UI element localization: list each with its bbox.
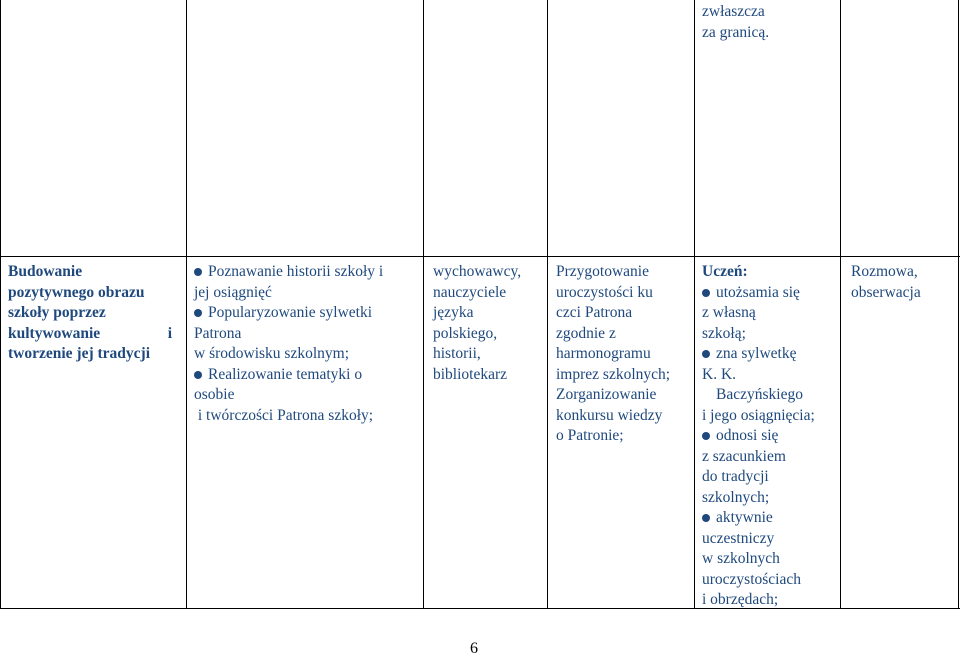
goal-cell [8, 262, 172, 365]
text-line: pozytywnego obrazu [8, 283, 145, 301]
text-line: uczestniczy [702, 529, 775, 547]
list-item [194, 303, 419, 324]
text-line: odnosi się [716, 427, 779, 444]
text-line: Poznawanie historii szkoły i [208, 263, 384, 280]
text-line: historii, [433, 345, 481, 362]
text-line: nauczyciele [433, 283, 507, 301]
justified-line [8, 324, 172, 345]
page-number: 6 [470, 640, 478, 657]
text-line: i obrzędach; [702, 591, 779, 608]
text-line: i twórczości Patrona szkoły; [194, 406, 374, 424]
text-line: czci Patrona [556, 304, 633, 321]
responsible-cell [433, 262, 543, 385]
list-item [702, 508, 838, 529]
text-line: imprez szkolnych; [556, 365, 671, 383]
text-line: Popularyzowanie sylwetki [208, 304, 373, 321]
text-line: zgodnie z [556, 324, 616, 342]
text-line: Budowanie [8, 263, 83, 280]
bullet-icon [194, 268, 202, 276]
text-line: polskiego, [433, 324, 498, 342]
outcomes-cell [702, 262, 838, 611]
text-line: Baczyńskiego [716, 386, 803, 403]
text-line: harmonogramu [556, 345, 651, 362]
text-line: obserwacja [851, 283, 921, 301]
outcomes-heading: Uczeń: [702, 263, 748, 280]
table-border-col3 [547, 0, 548, 609]
evaluation-cell [851, 262, 955, 303]
bullet-icon [194, 309, 202, 317]
table-border-col2 [423, 0, 424, 609]
text-line: aktywnie [716, 509, 773, 526]
text-word: i [167, 324, 172, 342]
bullet-icon [194, 371, 202, 379]
text-line: konkursu wiedzy [556, 406, 663, 424]
text-line: uroczystościach [702, 570, 801, 588]
text-line: jej osiągnięć [194, 283, 272, 301]
list-item [702, 344, 838, 365]
text-line: Rozmowa, [851, 263, 918, 280]
activities-cell [556, 262, 692, 447]
list-item [702, 283, 838, 304]
text-line: zna sylwetkę [716, 345, 797, 362]
text-line: i jego osiągnięcia; [702, 406, 815, 424]
text-line: K. K. [702, 365, 737, 383]
text-line: szkoły poprzez [8, 304, 106, 321]
text-word: kultywowanie [8, 324, 101, 342]
table-row-divider [0, 256, 960, 257]
table-border-left [0, 0, 1, 609]
list-item [702, 426, 838, 447]
text-line: wychowawcy, [433, 263, 522, 280]
text-line: uroczystości ku [556, 283, 653, 301]
text-line: Realizowanie tematyki o [208, 365, 363, 383]
bullet-icon [702, 350, 710, 358]
prev-row-col6-cell [702, 2, 837, 43]
bullet-icon [702, 514, 710, 522]
table-border-col1 [186, 0, 187, 609]
text-line: szkołą; [702, 324, 746, 342]
bullet-icon [702, 432, 710, 440]
text-line: Zorganizowanie [556, 386, 657, 403]
text-line: osobie [194, 386, 235, 403]
text-line: tworzenie jej tradycji [8, 345, 151, 362]
text-line: utożsamia się [716, 283, 800, 301]
text-line: w środowisku szkolnym; [194, 345, 349, 362]
text-line: z własną [702, 304, 756, 321]
text-line: szkolnych; [702, 488, 770, 506]
text-line: do tradycji [702, 468, 769, 485]
list-item [194, 262, 419, 283]
text-line: Patrona [194, 324, 242, 342]
table-border-col5 [840, 0, 841, 609]
text-line: języka [433, 304, 474, 321]
text-line: za granicą. [702, 23, 770, 41]
text-line: z szacunkiem [702, 447, 786, 465]
text-line: bibliotekarz [433, 365, 508, 383]
tasks-cell [194, 262, 419, 426]
text-line: o Patronie; [556, 427, 624, 444]
bullet-icon [702, 289, 710, 297]
text-line: w szkolnych [702, 550, 780, 567]
text-line: Przygotowanie [556, 263, 649, 280]
table-border-right [958, 0, 959, 609]
text-line: zwłaszcza [702, 3, 765, 20]
list-item [194, 365, 419, 386]
table-border-col4 [694, 0, 695, 609]
